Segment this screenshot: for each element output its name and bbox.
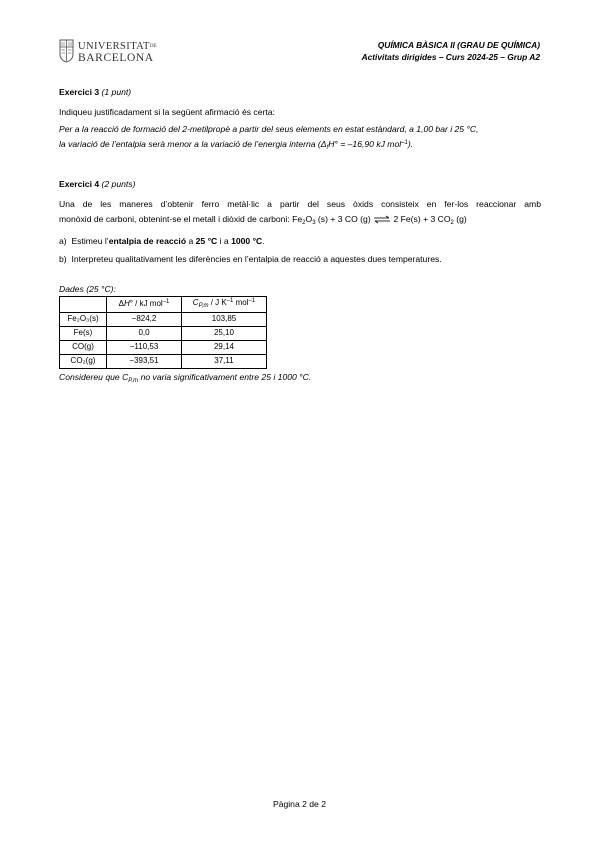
shield-icon <box>59 39 74 63</box>
item-b: b) Interpreteu qualitativament les diferències en l’entalpia de reacció a aquestes dues temperatures. <box>59 254 442 265</box>
thermo-data-table <box>59 296 267 369</box>
exercise-3 <box>59 87 539 152</box>
exercise-3-statement-line1: Per a la reacció de formació del 2-metilpropè a partir del seus elements en estat estàndard, a 1,00 bar i 25 °C, <box>59 124 479 135</box>
table-row <box>60 326 267 340</box>
course-subtitle: Activitats dirigides – Curs 2024-25 – Grup A2 <box>361 52 540 63</box>
table-note: Considereu que $C_{P,m}$ no varia significativament entre 25 i 1000 °C. <box>59 372 312 384</box>
table-row <box>60 354 267 368</box>
exercise-3-statement-line2: la variació de l’entalpia serà menor a la variació de l’energia interna ($\Delta_fH^\circ = -16,90$ kJ mol$^{-1}$). <box>59 138 414 151</box>
equilibrium-arrow-icon <box>373 215 391 224</box>
course-title: QUÍMICA BÀSICA II (GRAU DE QUÍMICA) <box>377 40 540 50</box>
university-logo <box>59 39 163 65</box>
table-row <box>60 340 267 354</box>
species-cell: CO₂(g) <box>60 354 107 368</box>
page-number: Pàgina 2 de 2 <box>272 799 327 809</box>
data-caption: Dades (25 °C): <box>59 284 116 294</box>
exercise-3-title: Exercici 3 (1 punt) <box>59 87 132 97</box>
exercise-4-intro-line2: monòxid de carboni, obtenint-se el metall i diòxid de carboni: $Fe_2O_3$ (s) + 3 CO (g) 2 Fe(s) + 3 $CO_2$ (g) <box>59 214 467 227</box>
item-a: a) Estimeu l’entalpia de reacció a 25 °C i a 1000 °C. <box>59 236 265 247</box>
table-header-row <box>60 297 267 313</box>
table-header-enthalpy: ΔH° / kJ mol$^{-1}$ <box>107 297 182 313</box>
table-header-heat-capacity: $C_{P,m}$ / J $K^{-1}$ mol$^{-1}$ <box>182 297 267 313</box>
enthalpy-cell: −393,51 <box>107 354 182 368</box>
table-header-species <box>60 297 107 313</box>
enthalpy-cell: 0,0 <box>107 326 182 340</box>
heat-capacity-cell: 37,11 <box>182 354 267 368</box>
heat-capacity-cell: 29,14 <box>182 340 267 354</box>
enthalpy-cell: −824,2 <box>107 312 182 326</box>
species-cell: Fe(s) <box>60 326 107 340</box>
heat-capacity-cell: 103,85 <box>182 312 267 326</box>
exercise-4-title: Exercici 4 (2 punts) <box>59 179 136 189</box>
exercise-3-instruction: Indiqueu justificadament si la següent afirmació és certa: <box>59 107 275 118</box>
species-cell: Fe₂O₃(s) <box>60 312 107 326</box>
heat-capacity-cell: 25,10 <box>182 326 267 340</box>
reaction-equation: $Fe_2O_3$ (s) + 3 CO (g) 2 Fe(s) + 3 $CO_2$ (g) <box>292 214 467 227</box>
exercise-4-intro-line1: Una de les maneres d’obtenir ferro metàl·lic a partir del seus òxids consisteix en fer-los reaccionar amb <box>59 199 541 210</box>
species-cell: CO(g) <box>60 340 107 354</box>
course-header <box>362 39 540 63</box>
enthalpy-cell: −110,53 <box>107 340 182 354</box>
exercise-4 <box>59 179 541 265</box>
table-row <box>60 312 267 326</box>
logo-line2: BARCELONA <box>78 52 154 64</box>
logo-line1: UNIVERSITATDE <box>78 41 157 52</box>
